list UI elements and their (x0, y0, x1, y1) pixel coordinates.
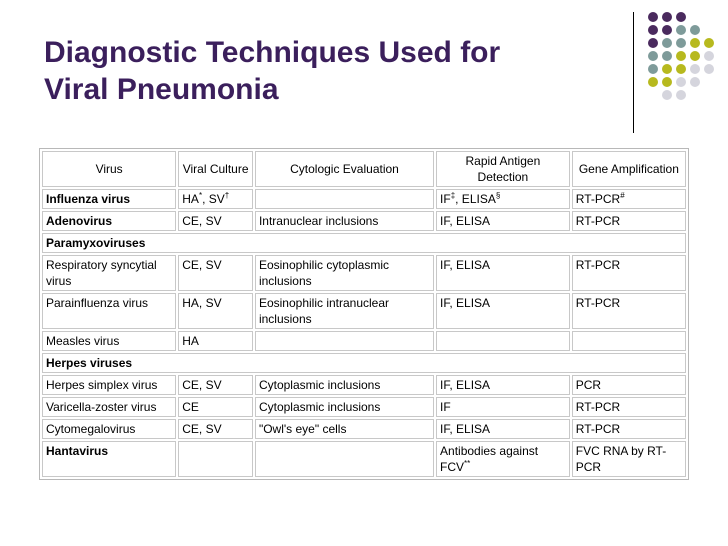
table-row (42, 419, 686, 439)
table-row (42, 255, 686, 291)
rapid-text: Antibodies against FCV (440, 444, 539, 474)
slide-title-line-1: Diagnostic Techniques Used for (44, 36, 501, 69)
cytologic-cell: Intranuclear inclusions (255, 211, 434, 231)
virus-cell: Measles virus (42, 331, 176, 351)
table-row (42, 397, 686, 417)
dot-icon (648, 77, 658, 87)
gene-cell (572, 189, 686, 209)
gene-cell: FVC RNA by RT-PCR (572, 441, 686, 477)
cytologic-cell (255, 189, 434, 209)
table-group-row (42, 233, 686, 253)
rapid-cell (436, 189, 570, 209)
dot-icon (676, 64, 686, 74)
dot-icon (662, 38, 672, 48)
cytologic-cell: Cytoplasmic inclusions (255, 397, 434, 417)
cytologic-cell: Cytoplasmic inclusions (255, 375, 434, 395)
culture-text: HA (182, 192, 199, 206)
dot-icon (648, 51, 658, 61)
dot-icon (662, 12, 672, 22)
culture-cell: HA (178, 331, 253, 351)
footnote-mark: ** (464, 459, 471, 468)
rapid-text: IF (440, 192, 451, 206)
culture-cell: CE, SV (178, 375, 253, 395)
culture-cell: CE (178, 397, 253, 417)
cytologic-cell: Eosinophilic cytoplasmic inclusions (255, 255, 434, 291)
virus-cell: Respiratory syncytial virus (42, 255, 176, 291)
virus-cell: Adenovirus (42, 211, 176, 231)
cytologic-cell: "Owl's eye" cells (255, 419, 434, 439)
group-label: Herpes viruses (42, 353, 686, 373)
table-row (42, 211, 686, 231)
gene-cell: RT-PCR (572, 397, 686, 417)
slide-title (44, 34, 604, 108)
decorative-dot-grid (648, 12, 718, 118)
footnote-mark: * (198, 191, 203, 200)
dot-icon (662, 25, 672, 35)
virus-cell: Varicella-zoster virus (42, 397, 176, 417)
dot-icon (648, 12, 658, 22)
gene-cell: RT-PCR (572, 293, 686, 329)
footnote-mark: † (224, 191, 230, 200)
virus-cell: Cytomegalovirus (42, 419, 176, 439)
gene-cell: RT-PCR (572, 419, 686, 439)
divider-line (633, 12, 634, 133)
gene-cell: RT-PCR (572, 255, 686, 291)
gene-cell (572, 331, 686, 351)
table-row (42, 189, 686, 209)
dot-icon (704, 38, 714, 48)
culture-cell (178, 189, 253, 209)
virus-cell: Herpes simplex virus (42, 375, 176, 395)
dot-icon (662, 51, 672, 61)
table-row (42, 331, 686, 351)
table-row (42, 375, 686, 395)
virus-cell: Parainfluenza virus (42, 293, 176, 329)
dot-icon (690, 38, 700, 48)
dot-icon (676, 77, 686, 87)
slide-title-line-2: Viral Pneumonia (44, 73, 279, 106)
cytologic-cell: Eosinophilic intranuclear inclusions (255, 293, 434, 329)
dot-icon (648, 38, 658, 48)
header-virus: Virus (42, 151, 176, 187)
dot-icon (662, 90, 672, 100)
rapid-text: , ELISA (455, 192, 496, 206)
culture-cell: CE, SV (178, 255, 253, 291)
dot-icon (676, 38, 686, 48)
culture-cell: CE, SV (178, 211, 253, 231)
dot-icon (690, 77, 700, 87)
dot-icon (676, 25, 686, 35)
rapid-cell: IF, ELISA (436, 375, 570, 395)
rapid-cell: IF, ELISA (436, 211, 570, 231)
gene-cell: PCR (572, 375, 686, 395)
culture-text: , SV (202, 192, 225, 206)
virus-cell: Hantavirus (42, 441, 176, 477)
dot-icon (662, 77, 672, 87)
header-gene-amplification: Gene Amplification (572, 151, 686, 187)
rapid-cell: IF, ELISA (436, 419, 570, 439)
table-row (42, 293, 686, 329)
cytologic-cell (255, 331, 434, 351)
rapid-cell: IF (436, 397, 570, 417)
table-row (42, 441, 686, 477)
dot-icon (662, 64, 672, 74)
cytologic-cell (255, 441, 434, 477)
diagnostic-techniques-table (39, 148, 689, 480)
footnote-mark: # (620, 191, 625, 200)
culture-cell (178, 441, 253, 477)
dot-icon (676, 12, 686, 22)
table-group-row (42, 353, 686, 373)
dot-icon (690, 64, 700, 74)
gene-cell: RT-PCR (572, 211, 686, 231)
rapid-cell (436, 331, 570, 351)
header-cytologic-evaluation: Cytologic Evaluation (255, 151, 434, 187)
rapid-cell: IF, ELISA (436, 255, 570, 291)
dot-icon (704, 51, 714, 61)
group-label: Paramyxoviruses (42, 233, 686, 253)
culture-cell: CE, SV (178, 419, 253, 439)
culture-cell: HA, SV (178, 293, 253, 329)
dot-icon (690, 25, 700, 35)
dot-icon (676, 90, 686, 100)
dot-icon (648, 64, 658, 74)
header-rapid-antigen-detection: Rapid Antigen Detection (436, 151, 570, 187)
dot-icon (690, 51, 700, 61)
dot-icon (676, 51, 686, 61)
footnote-mark: § (495, 191, 501, 200)
dot-icon (648, 25, 658, 35)
footnote-mark: ‡ (450, 191, 456, 200)
table-header-row (42, 151, 686, 187)
rapid-cell: IF, ELISA (436, 293, 570, 329)
rapid-cell (436, 441, 570, 477)
virus-cell: Influenza virus (42, 189, 176, 209)
gene-text: RT-PCR (575, 192, 621, 206)
dot-icon (704, 64, 714, 74)
header-viral-culture: Viral Culture (178, 151, 253, 187)
